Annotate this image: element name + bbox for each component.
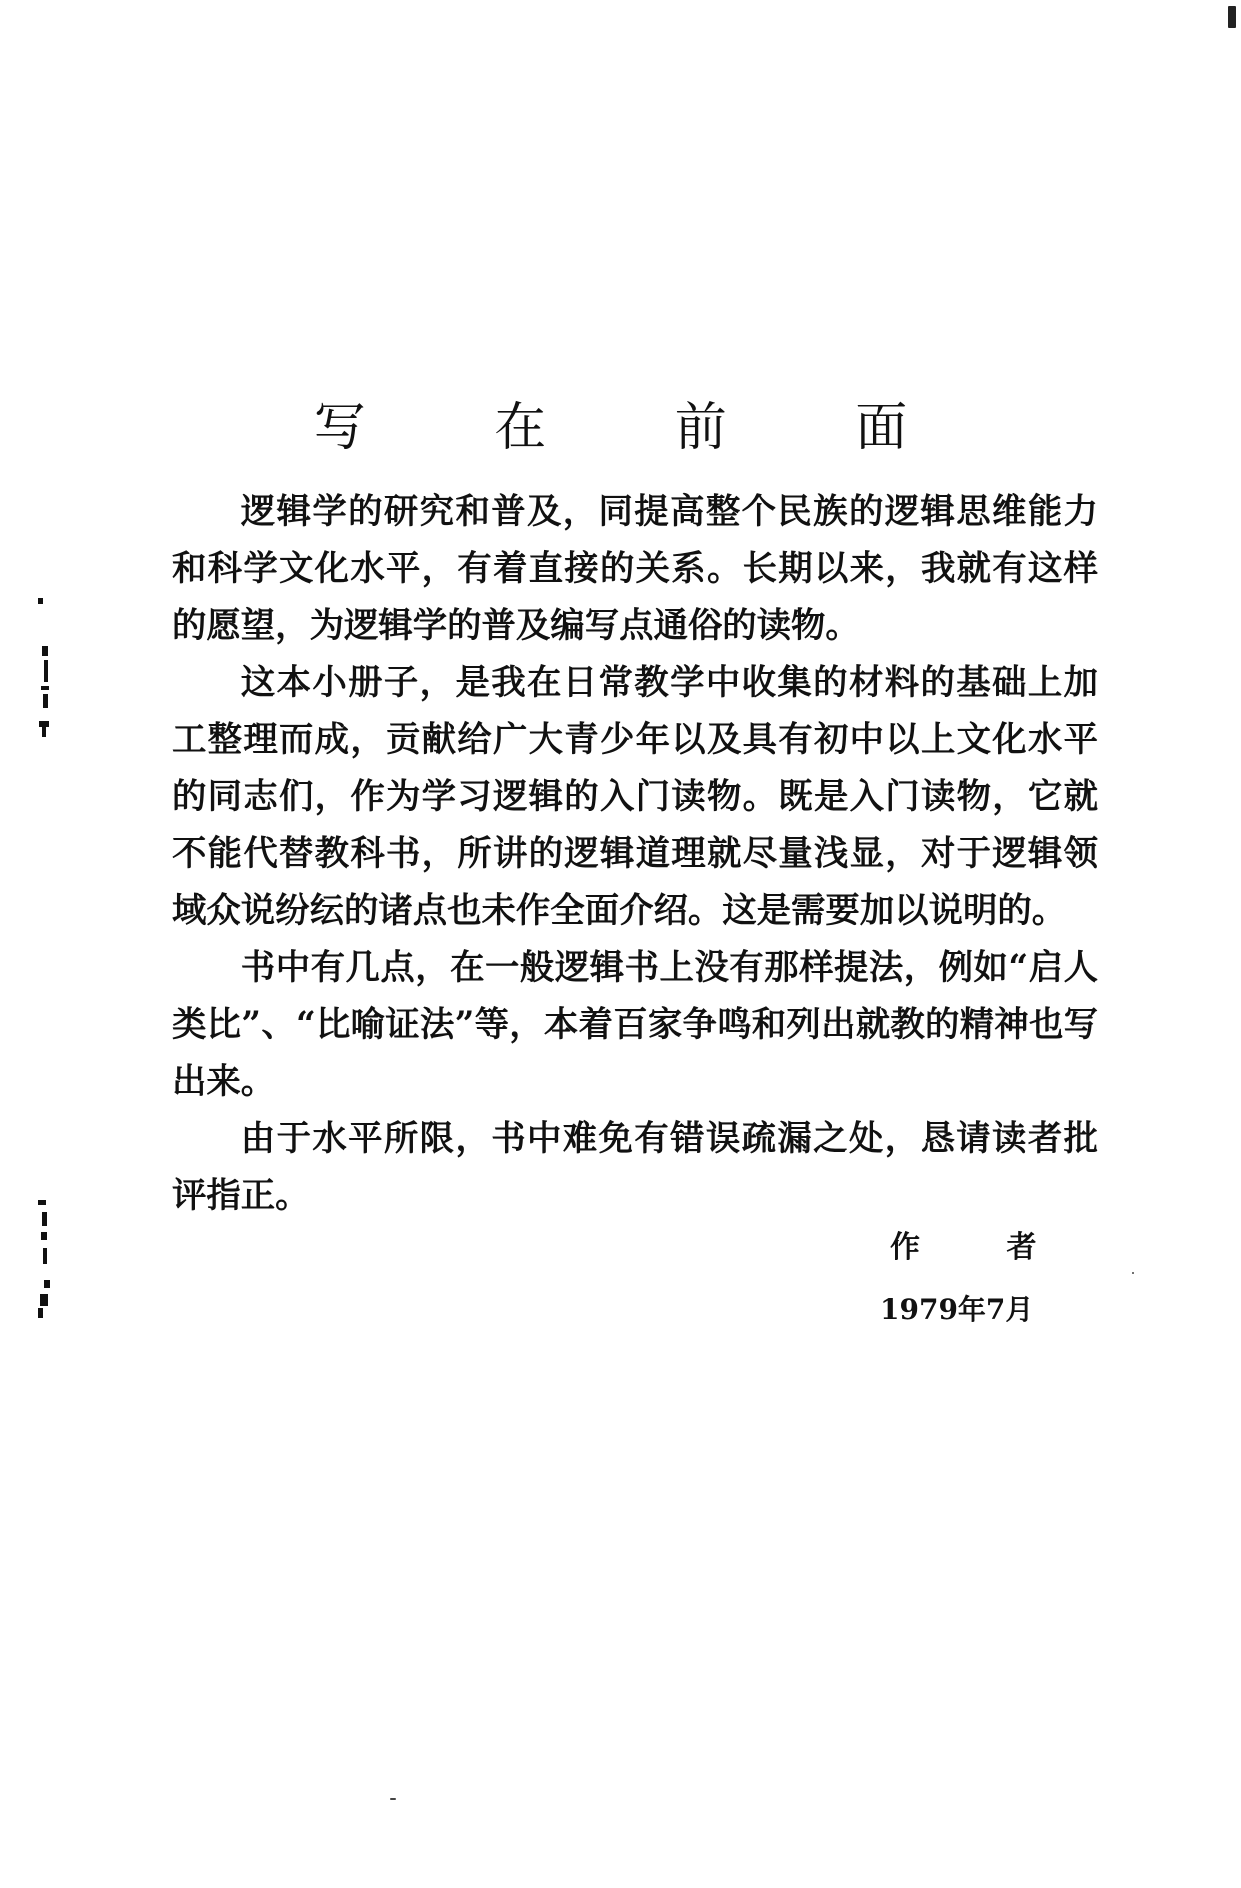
page-title: 写 在 前 面 <box>313 397 964 458</box>
signature-block <box>880 1222 1074 1328</box>
binding-mark-lower <box>28 1198 58 1348</box>
scan-speck <box>1132 1272 1134 1274</box>
date-label: 1979年7月 <box>880 1293 1034 1326</box>
scan-speck <box>390 1798 396 1800</box>
scan-edge-mark <box>1228 6 1236 28</box>
paragraph-3: 书中有几点，在一般逻辑书上没有那样提法，例如“启人类比”、“比喻证法”等，本着百家争鸣和列出就教的精神也写出来。 <box>172 948 1098 1102</box>
author-label: 作 者 <box>890 1230 1075 1265</box>
binding-mark-upper <box>28 596 58 746</box>
paragraph-1: 逻辑学的研究和普及，同提高整个民族的逻辑思维能力和科学文化水平，有着直接的关系。长期以来，我就有这样的愿望，为逻辑学的普及编写点通俗的读物。 <box>172 492 1098 646</box>
paragraph-2: 这本小册子，是我在日常教学中收集的材料的基础上加工整理而成，贡献给广大青少年以及具有初中以上文化水平的同志们，作为学习逻辑的入门读物。既是入门读物，它就不能代替教科书，所讲的逻辑道理就尽量浅显，对于逻辑领域众说纷纭的诸点也未作全面介绍。这是需要加以说明的。 <box>172 663 1098 931</box>
preface-body <box>172 484 1098 1225</box>
paragraph-4: 由于水平所限，书中难免有错误疏漏之处，恳请读者批评指正。 <box>172 1119 1098 1216</box>
